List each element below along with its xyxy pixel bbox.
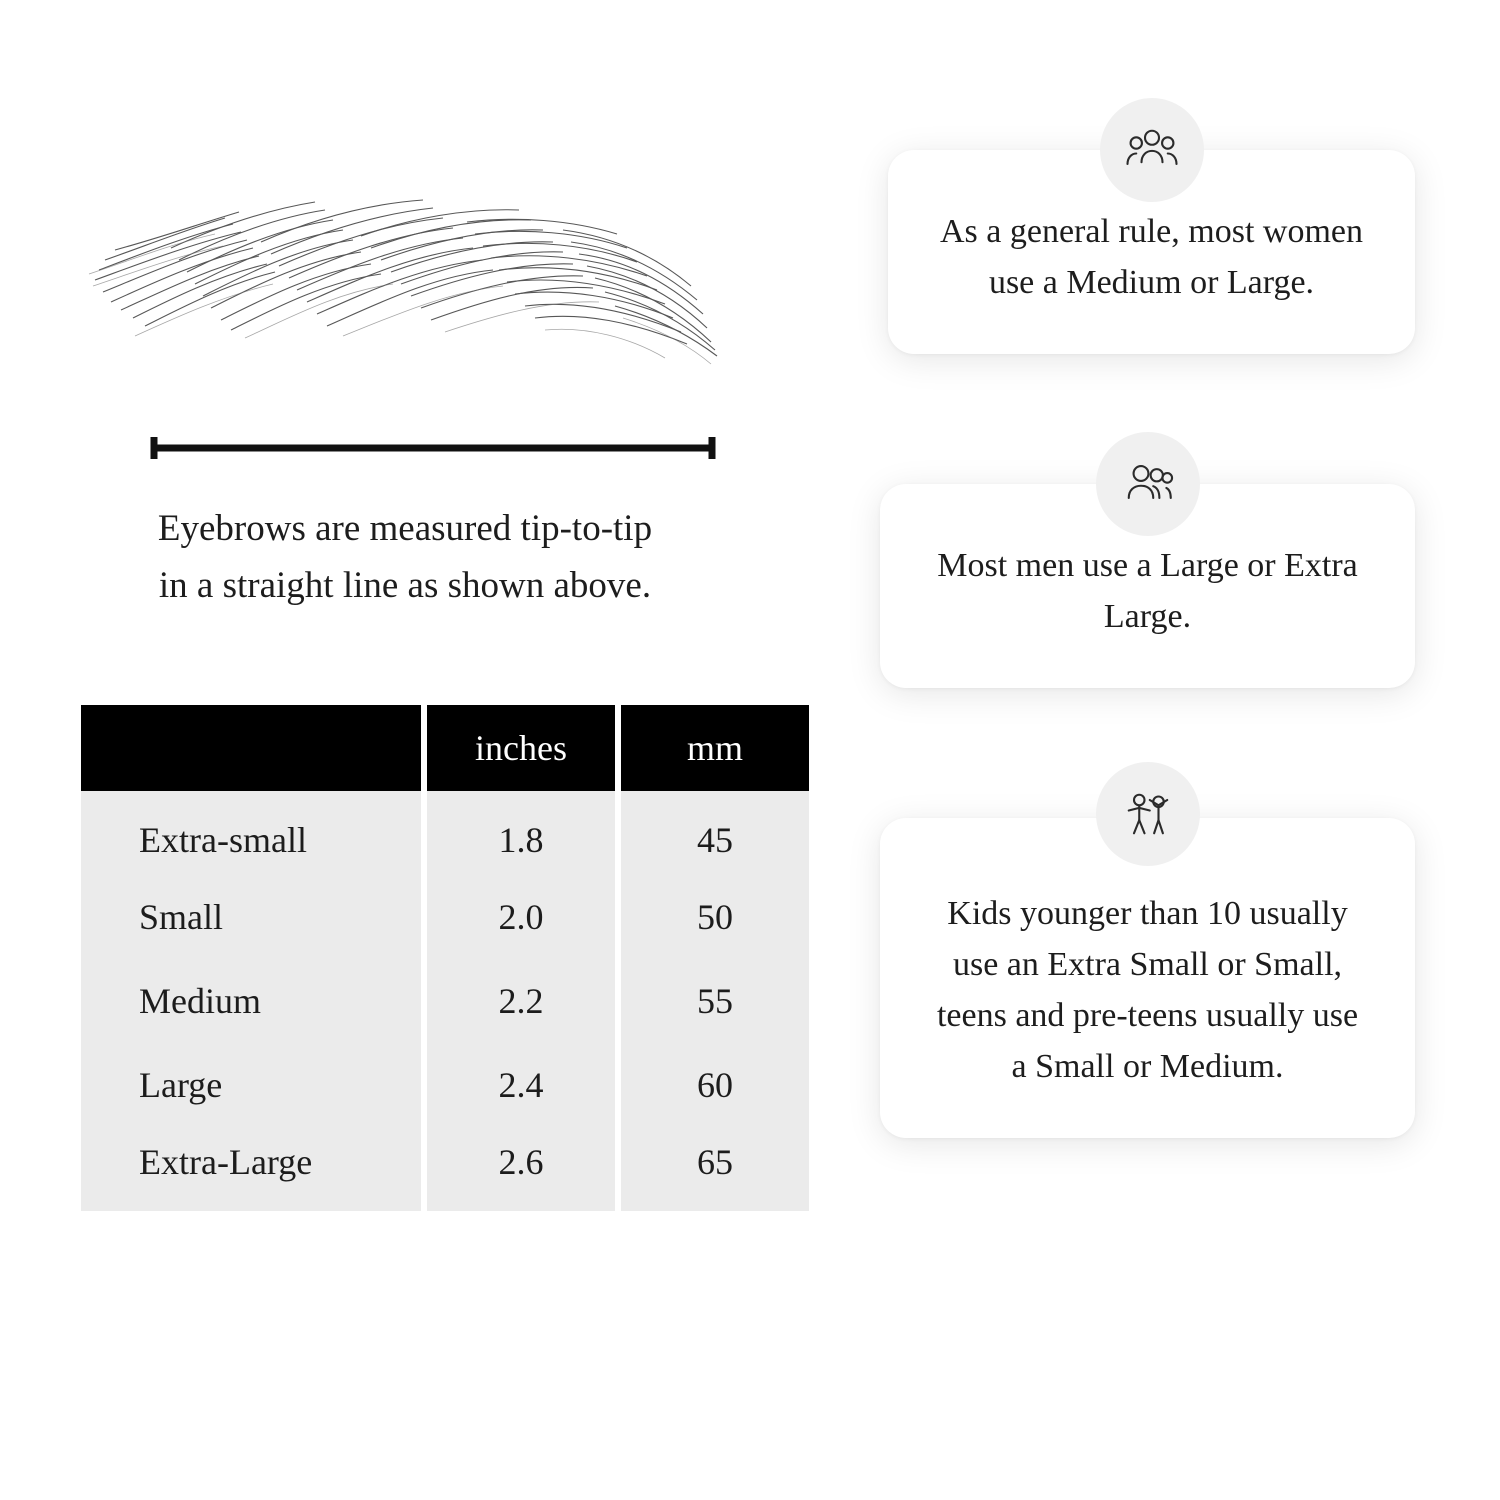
table-header-size: [81, 705, 421, 791]
size-label: Extra-small: [81, 791, 421, 875]
size-inches: 2.0: [427, 875, 615, 959]
eyebrow-figure: [75, 150, 735, 480]
size-mm: 65: [621, 1127, 809, 1211]
eyebrow-illustration-icon: [75, 150, 735, 400]
size-label: Large: [81, 1043, 421, 1127]
size-label: Medium: [81, 959, 421, 1043]
men-group-icon: [1096, 432, 1200, 536]
note-text: Kids younger than 10 usually use an Extra Small or Small, teens and pre-teens usually use a Small or Medium.: [936, 895, 1359, 1085]
note-text: Most men use a Large or Extra Large.: [937, 547, 1358, 635]
measurement-line-icon: [148, 435, 718, 461]
table-row: [81, 791, 809, 875]
size-inches: 2.4: [427, 1043, 615, 1127]
women-group-icon: [1100, 98, 1204, 202]
size-mm: 45: [621, 791, 809, 875]
size-chart-table: [75, 705, 815, 1211]
note-card-men: [880, 484, 1415, 688]
table-header-inches: inches: [427, 705, 615, 791]
guidance-column: [820, 0, 1500, 1500]
table-row: [81, 959, 809, 1043]
size-mm: 60: [621, 1043, 809, 1127]
table-row: [81, 875, 809, 959]
size-inches: 1.8: [427, 791, 615, 875]
size-inches: 2.6: [427, 1127, 615, 1211]
note-card-kids: [880, 818, 1415, 1138]
figure-caption-line-2: in a straight line as shown above.: [158, 565, 652, 607]
table-header-row: [81, 705, 809, 791]
kids-icon: [1096, 762, 1200, 866]
figure-caption: [75, 500, 735, 615]
size-mm: 50: [621, 875, 809, 959]
table-header-mm: mm: [621, 705, 809, 791]
note-text: As a general rule, most women use a Medium or Large.: [940, 213, 1363, 301]
table-row: [81, 1127, 809, 1211]
note-card-women: [888, 150, 1415, 354]
size-label: Small: [81, 875, 421, 959]
figure-caption-line-1: Eyebrows are measured tip-to-tip: [157, 508, 653, 549]
size-label: Extra-Large: [81, 1127, 421, 1211]
table-row: [81, 1043, 809, 1127]
size-mm: 55: [621, 959, 809, 1043]
size-inches: 2.2: [427, 959, 615, 1043]
